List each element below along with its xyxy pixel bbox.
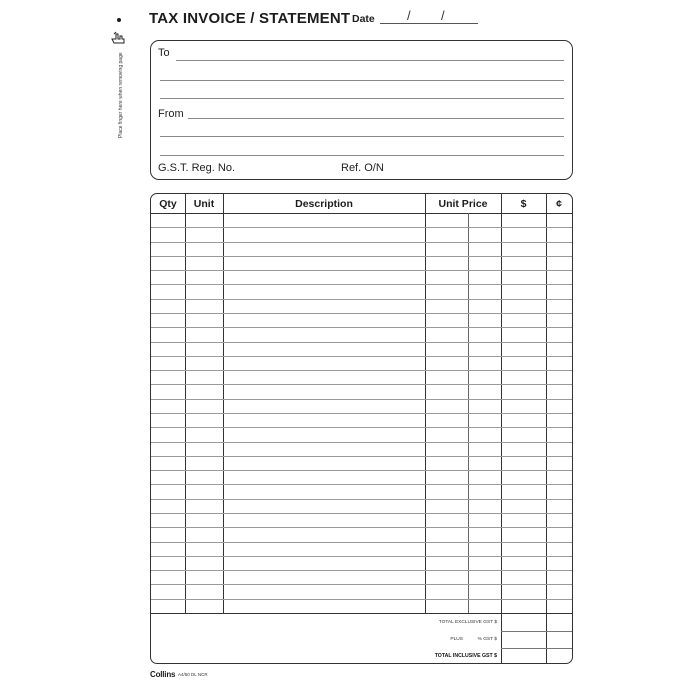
item-row-line [151, 284, 572, 285]
gst-percent-label: % GST $ [477, 637, 497, 642]
gst-reg-label: G.S.T. Reg. No. [158, 162, 236, 174]
item-row-line [151, 527, 572, 528]
document-title: TAX INVOICE / STATEMENT [149, 10, 351, 27]
item-row-line [151, 427, 572, 428]
totals-row-line [501, 631, 572, 632]
item-row-line [151, 299, 572, 300]
item-row-line [151, 270, 572, 271]
item-row-line [151, 442, 572, 443]
item-row-line [151, 313, 572, 314]
date-label: Date [352, 13, 375, 25]
to-line-3[interactable] [160, 98, 564, 99]
product-code: A4/50 DL NCR [178, 672, 208, 677]
item-row-line [151, 356, 572, 357]
col-header-unit-price: Unit Price [438, 198, 488, 210]
col-divider [501, 194, 502, 663]
total-exclusive-label: TOTAL EXCLUSIVE GST $ [438, 620, 497, 625]
item-row-line [151, 484, 572, 485]
col-header-description: Description [295, 198, 353, 210]
item-row-line [151, 413, 572, 414]
finger-icon [110, 30, 128, 46]
item-row-line [151, 256, 572, 257]
date-field[interactable] [380, 23, 478, 24]
item-row-line [151, 570, 572, 571]
from-label: From [158, 108, 184, 120]
item-row-line [151, 456, 572, 457]
tear-instruction: Place finger here when removing page [118, 52, 124, 138]
to-line-2[interactable] [160, 80, 564, 81]
date-separator: / [441, 8, 445, 23]
col-header-qty: Qty [159, 198, 177, 210]
collins-logo: Collins [150, 670, 176, 679]
col-header-unit: Unit [193, 198, 215, 210]
address-box [150, 40, 573, 180]
date-separator: / [407, 8, 411, 23]
hole-dot [117, 18, 121, 22]
totals-row-line [501, 648, 572, 649]
items-table [150, 193, 573, 664]
item-row-line [151, 242, 572, 243]
to-label: To [158, 47, 170, 59]
to-line-1[interactable] [176, 60, 564, 61]
item-row-line [151, 599, 572, 600]
totals-rule [151, 613, 572, 614]
item-row-line [151, 513, 572, 514]
from-line-1[interactable] [188, 118, 564, 119]
col-header-cents: ¢ [556, 198, 562, 210]
gst-line-label [351, 637, 497, 642]
from-line-3[interactable] [160, 155, 564, 156]
total-inclusive-label: TOTAL INCLUSIVE GST $ [434, 653, 497, 659]
plus-label: PLUS [450, 637, 463, 642]
item-row-line [151, 542, 572, 543]
header-rule [151, 213, 572, 214]
item-row-line [151, 342, 572, 343]
col-header-dollars: $ [520, 198, 527, 210]
ref-on-label: Ref. O/N [341, 162, 384, 174]
col-divider [546, 194, 547, 663]
item-row-line [151, 399, 572, 400]
from-line-2[interactable] [160, 136, 564, 137]
item-row-line [151, 384, 572, 385]
item-row-line [151, 499, 572, 500]
item-row-line [151, 370, 572, 371]
item-row-line [151, 584, 572, 585]
item-row-line [151, 327, 572, 328]
item-row-line [151, 556, 572, 557]
item-row-line [151, 470, 572, 471]
item-row-line [151, 227, 572, 228]
